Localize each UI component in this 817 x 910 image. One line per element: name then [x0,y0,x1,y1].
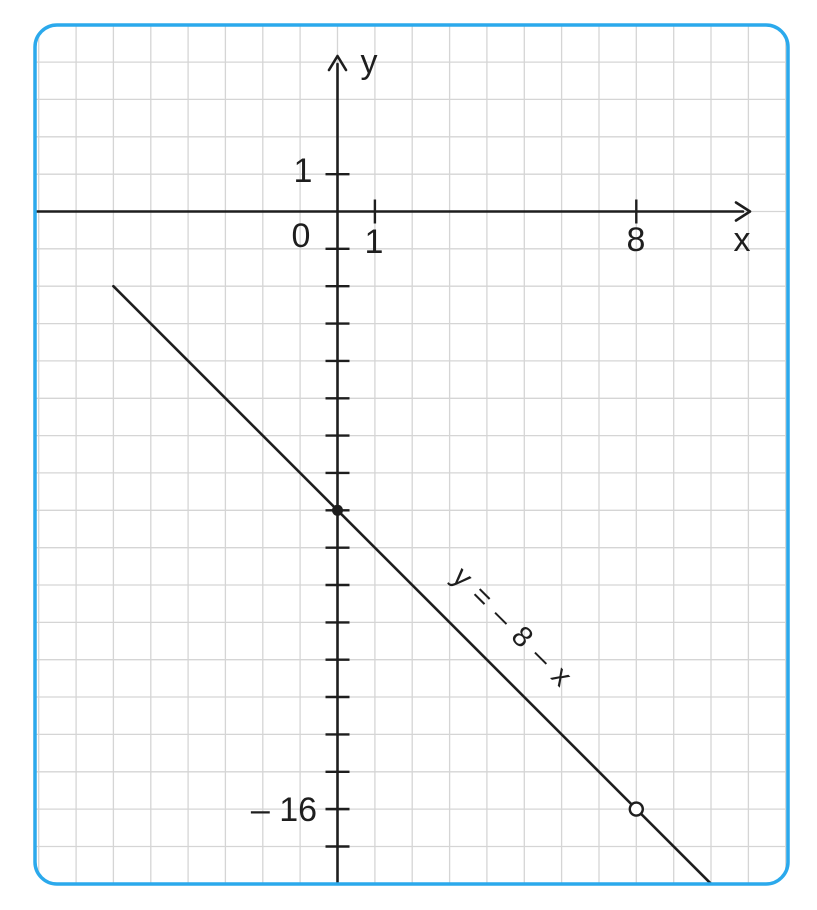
x-axis-label: x [733,221,751,259]
axes-layer [36,56,750,884]
figure-frame [35,25,788,884]
x-tick-label-8: 8 [626,221,646,259]
y-axis-label: y [360,43,378,81]
x-tick-label-1: 1 [364,223,384,261]
line-equation-label: y = – 8 – x [445,560,580,695]
origin-label: 0 [291,217,311,255]
y-tick-label-1: 1 [293,152,313,190]
grid-layer [35,25,788,884]
y-tick-label-minus16: – 16 [250,791,318,829]
